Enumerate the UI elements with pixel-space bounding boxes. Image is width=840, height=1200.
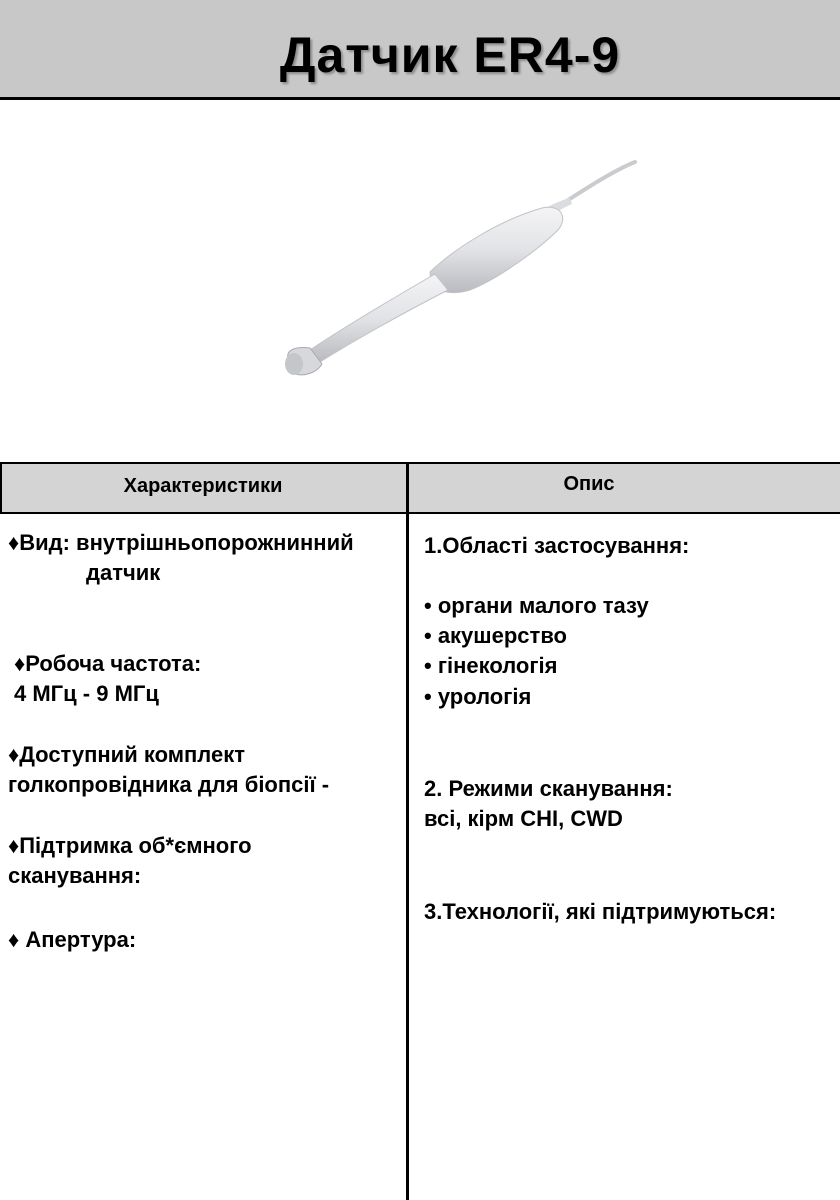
list-item: • гінекологія	[424, 653, 558, 678]
volume-value: сканування:	[8, 863, 142, 888]
biopsy-label: ♦Доступний комплект	[8, 742, 245, 767]
volume-label: ♦Підтримка об*ємного	[8, 833, 252, 858]
aperture-label: ♦ Апертура:	[8, 927, 137, 952]
list-item: • акушерство	[424, 623, 567, 648]
biopsy-value: голкопровідника для біопсії -	[8, 772, 330, 797]
type-label: ♦Вид: внутрішньопорожнинний	[8, 530, 354, 555]
column-divider	[406, 462, 409, 1200]
type-value: датчик	[86, 560, 161, 585]
page-title: Датчик ER4-9	[279, 27, 621, 83]
header-description: Опис	[563, 473, 615, 495]
ultrasound-probe-image	[270, 150, 650, 390]
list-item: • органи малого тазу	[424, 593, 649, 618]
technologies-title: 3.Технології, які підтримуються:	[424, 899, 777, 924]
frequency-label: ♦Робоча частота:	[14, 651, 202, 676]
modes-value: всі, кірм CHI, CWD	[424, 806, 623, 831]
header-characteristics: Характеристики	[123, 475, 283, 497]
title-underline	[0, 97, 840, 100]
modes-title: 2. Режими сканування:	[424, 776, 673, 801]
applications-title: 1.Області застосування:	[424, 533, 690, 558]
list-item: • урологія	[424, 684, 532, 709]
frequency-value: 4 МГц - 9 МГц	[14, 681, 159, 706]
